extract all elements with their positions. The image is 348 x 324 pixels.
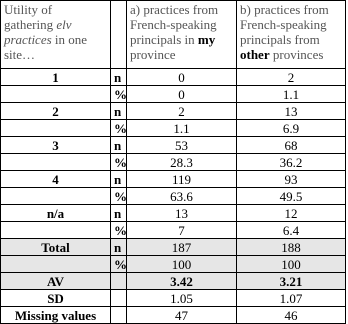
total-value-b: 100 — [237, 256, 346, 273]
total-value-b: 188 — [237, 239, 346, 256]
header-a-line1: a) practices from — [130, 2, 219, 17]
header-b-line1: b) practices from — [240, 2, 329, 17]
row-label — [1, 222, 111, 239]
table-header-row — [1, 1, 346, 69]
row-type: % — [111, 86, 127, 103]
table-row — [1, 222, 346, 239]
table-row — [1, 171, 346, 188]
header-utility-elv: elv — [56, 17, 72, 32]
row-value-b: 6.9 — [237, 120, 346, 137]
missing-value-a: 47 — [127, 307, 237, 324]
row-value-b: 2 — [237, 69, 346, 86]
row-value-a: 53 — [127, 137, 237, 154]
header-a-my: my — [197, 32, 216, 47]
missing-type — [111, 307, 127, 324]
table-row — [1, 69, 346, 86]
total-type: % — [111, 256, 127, 273]
header-utility-line1: Utility of — [4, 2, 53, 17]
row-value-a: 0 — [127, 86, 237, 103]
total-value-a: 100 — [127, 256, 237, 273]
sd-value-a: 1.05 — [127, 290, 237, 307]
row-value-b: 12 — [237, 205, 346, 222]
row-label: n/a — [1, 205, 111, 222]
table-row — [1, 188, 346, 205]
header-b-line3: principals from — [240, 32, 320, 47]
total-row — [1, 239, 346, 256]
row-label: 1 — [1, 69, 111, 86]
total-label — [1, 256, 111, 273]
row-label — [1, 86, 111, 103]
row-label — [1, 188, 111, 205]
row-type: n — [111, 69, 127, 86]
table-row — [1, 120, 346, 137]
row-type: % — [111, 154, 127, 171]
row-value-b: 13 — [237, 103, 346, 120]
header-b-other: other — [240, 47, 270, 62]
row-label — [1, 154, 111, 171]
header-utility-line3b: in one — [51, 32, 88, 47]
header-utility — [1, 1, 111, 69]
total-value-a: 187 — [127, 239, 237, 256]
row-value-a: 13 — [127, 205, 237, 222]
av-type — [111, 273, 127, 290]
row-type: % — [111, 188, 127, 205]
header-b-line4: provinces — [269, 47, 324, 62]
row-value-b: 68 — [237, 137, 346, 154]
row-type: % — [111, 120, 127, 137]
row-value-a: 0 — [127, 69, 237, 86]
missing-label: Missing values — [1, 307, 111, 324]
table-row — [1, 137, 346, 154]
sd-label: SD — [1, 290, 111, 307]
header-utility-practices: practices — [4, 32, 52, 47]
header-b-line2: French-speaking — [240, 17, 327, 32]
header-a-line4: province — [130, 47, 176, 62]
row-type: n — [111, 205, 127, 222]
row-value-b: 36.2 — [237, 154, 346, 171]
row-value-b: 49.5 — [237, 188, 346, 205]
missing-row — [1, 307, 346, 324]
row-type: % — [111, 222, 127, 239]
row-type: n — [111, 171, 127, 188]
av-value-b: 3.21 — [237, 273, 346, 290]
av-row — [1, 273, 346, 290]
row-label — [1, 120, 111, 137]
sd-type — [111, 290, 127, 307]
header-a-line2: French-speaking — [130, 17, 217, 32]
header-type — [111, 1, 127, 69]
row-value-a: 1.1 — [127, 120, 237, 137]
row-label: 2 — [1, 103, 111, 120]
av-value-a: 3.42 — [127, 273, 237, 290]
header-a-line3: principals in — [130, 32, 198, 47]
row-value-a: 2 — [127, 103, 237, 120]
row-label: 3 — [1, 137, 111, 154]
sd-row — [1, 290, 346, 307]
row-value-a: 63.6 — [127, 188, 237, 205]
header-my-province — [127, 1, 237, 69]
missing-value-b: 46 — [237, 307, 346, 324]
sd-value-b: 1.07 — [237, 290, 346, 307]
table-row — [1, 205, 346, 222]
av-label: AV — [1, 273, 111, 290]
header-utility-line4: site… — [4, 47, 36, 62]
header-utility-line2a: gathering — [4, 17, 57, 32]
row-value-a: 28.3 — [127, 154, 237, 171]
total-row — [1, 256, 346, 273]
table-row — [1, 86, 346, 103]
row-value-b: 1.1 — [237, 86, 346, 103]
row-value-a: 119 — [127, 171, 237, 188]
total-label: Total — [1, 239, 111, 256]
table-row — [1, 103, 346, 120]
row-value-b: 93 — [237, 171, 346, 188]
table-row — [1, 154, 346, 171]
row-type: n — [111, 103, 127, 120]
header-other-provinces — [237, 1, 346, 69]
total-type: n — [111, 239, 127, 256]
row-type: n — [111, 137, 127, 154]
row-label: 4 — [1, 171, 111, 188]
row-value-a: 7 — [127, 222, 237, 239]
row-value-b: 6.4 — [237, 222, 346, 239]
